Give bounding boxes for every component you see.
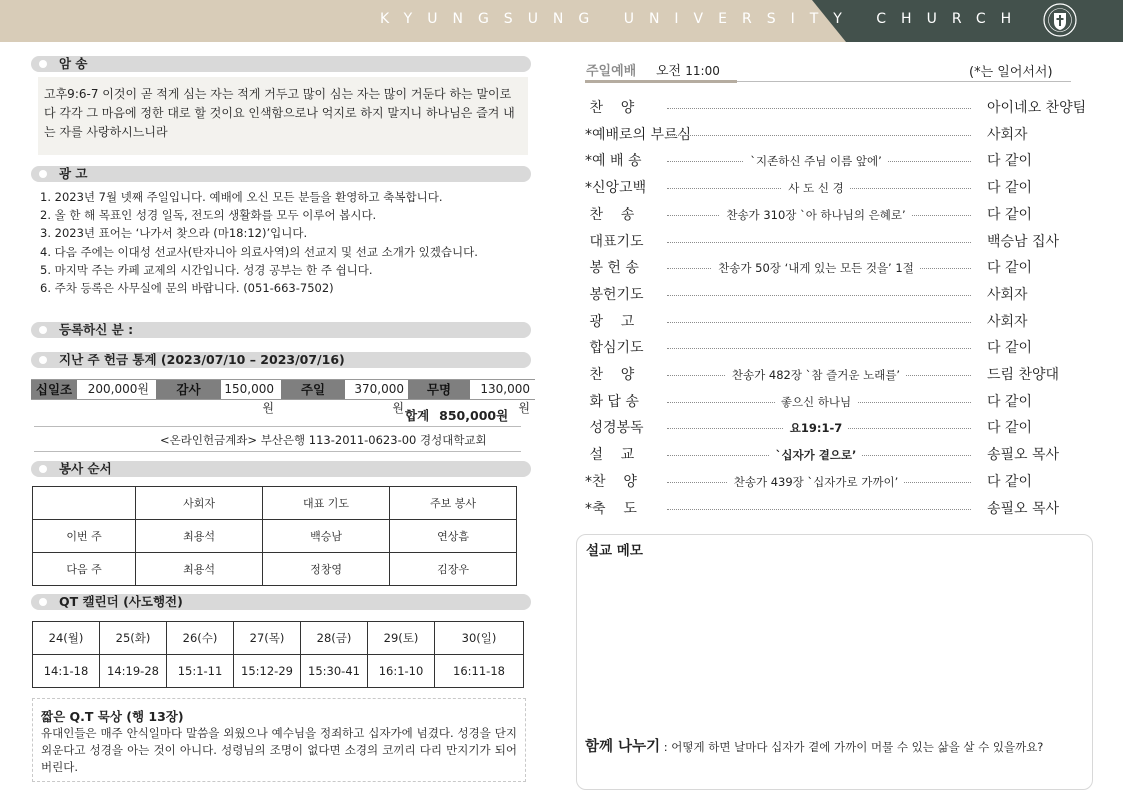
worship-leader: 사회자 [987, 127, 1028, 143]
share-text: : 어떻게 하면 날마다 십자가 곁에 가까이 머물 수 있는 삶을 살 수 있을까요? [660, 740, 1044, 754]
qt-meditation-text: 유대인들은 매주 안식일마다 말씀을 외웠으나 예수님을 정죄하고 십자가에 넘겼다. 성경을 단지 외운다고 성경을 아는 것이 아니다. 성령님의 조명이 없다면 소경의 코끼리 다리 만지기가 되어버린다. [41, 726, 517, 774]
qt-passage: 14:1-18 [33, 655, 100, 688]
qt-passage: 16:1-10 [368, 655, 435, 688]
offering-value: 150,000원 [224, 382, 274, 415]
worship-detail [660, 177, 972, 199]
section-bar-announcements [31, 166, 531, 182]
qt-day: 29(토) [368, 622, 435, 655]
worship-leader: 백승남 집사 [987, 234, 1060, 250]
worship-detail [660, 417, 972, 439]
standing-note: (*는 일어서서) [969, 65, 1053, 80]
leader-dots [667, 135, 971, 136]
worship-leader: 아이네오 찬양팀 [987, 100, 1087, 116]
share-question [585, 739, 1055, 755]
worship-row [585, 97, 1105, 119]
worship-item: 봉헌기도 [585, 287, 644, 303]
bullet-dot-icon [39, 170, 47, 178]
section-label: 광 고 [59, 166, 88, 181]
qt-passage: 15:30-41 [301, 655, 368, 688]
leader-dots [667, 242, 971, 243]
table-header-cell: 대표 기도 [263, 487, 390, 520]
table-header-cell: 주보 봉사 [390, 487, 517, 520]
worship-leader: 다 같이 [987, 207, 1033, 223]
table-header-cell: 사회자 [136, 487, 263, 520]
worship-leader: 다 같이 [987, 420, 1033, 436]
offering-key: 무명 [408, 380, 470, 399]
divider [34, 426, 521, 427]
sermon-memo-title: 설교 메모 [586, 543, 643, 559]
worship-leader: 사회자 [987, 287, 1028, 303]
worship-item: *신앙고백 [585, 180, 647, 196]
worship-detail [660, 391, 972, 413]
worship-row [585, 204, 1105, 226]
worship-row [585, 177, 1105, 199]
section-bar-offering [31, 352, 531, 368]
worship-item: 봉 헌 송 [585, 260, 639, 276]
table-row [33, 553, 517, 586]
qt-passage: 15:1-11 [167, 655, 234, 688]
offering-value: 200,000원 [87, 382, 149, 396]
qt-day: 25(화) [100, 622, 167, 655]
announcement-item: 4. 다음 주에는 이대성 선교사(탄자니아 의료사역)의 선교지 및 선교 소개가 있겠습니다. [40, 244, 478, 259]
section-label: 지난 주 헌금 통계 (2023/07/10 – 2023/07/16) [59, 352, 345, 367]
qt-passage: 14:19-28 [100, 655, 167, 688]
worship-detail-text: 찬송가 50장 ‘내게 있는 모든 것을’ 1절 [712, 261, 920, 275]
worship-detail-text: 사 도 신 경 [782, 181, 849, 195]
table-cell: 연상흠 [390, 520, 517, 553]
worship-item: 화 답 송 [585, 394, 639, 410]
worship-leader: 드림 찬양대 [987, 367, 1060, 383]
worship-row [585, 471, 1105, 493]
offering-value: 130,000원 [480, 382, 530, 415]
offering-value: 370,000원 [354, 382, 404, 415]
worship-leader: 사회자 [987, 314, 1028, 330]
announcement-item: 1. 2023년 7월 넷째 주일입니다. 예배에 오신 모든 분들을 환영하고 축복합니다. [40, 190, 443, 204]
worship-detail-text: `지존하신 주님 이름 앞에’ [744, 154, 887, 168]
leader-dots [667, 348, 971, 349]
worship-row [585, 257, 1105, 279]
online-offering-account: <온라인헌금계좌> 부산은행 113-2011-0623-00 경성대학교회 [160, 433, 487, 447]
worship-leader: 다 같이 [987, 394, 1033, 410]
table-header-row [33, 622, 524, 655]
worship-detail-text: 찬송가 439장 `십자가로 가까이’ [728, 475, 905, 489]
worship-detail [660, 204, 972, 226]
worship-item: *찬 양 [585, 474, 637, 490]
table-row [33, 520, 517, 553]
worship-row [585, 417, 1105, 439]
announcement-list [40, 188, 510, 297]
table-header-cell [33, 487, 136, 520]
section-label: QT 캘린더 (사도행전) [59, 594, 183, 609]
worship-item: 성경봉독 [585, 420, 644, 436]
qt-meditation-title: 짧은 Q.T 묵상 (행 13장) [41, 709, 184, 724]
offering-key: 십일조 [31, 380, 77, 399]
worship-time-prefix: 오전 [656, 64, 682, 79]
worship-row [585, 444, 1105, 466]
worship-row [585, 124, 1105, 146]
worship-detail [660, 444, 972, 466]
worship-row [585, 311, 1105, 333]
worship-leader: 송필오 목사 [987, 501, 1060, 517]
church-title: KYUNGSUNG UNIVERSITY CHURCH [380, 11, 1027, 27]
worship-detail [660, 471, 972, 493]
table-cell: 정창영 [263, 553, 390, 586]
church-seal-icon [1042, 2, 1078, 38]
worship-detail-text: 찬송가 310장 `아 하나님의 은혜로’ [720, 208, 911, 222]
worship-leader: 다 같이 [987, 153, 1033, 169]
worship-item: 찬 송 [585, 207, 635, 223]
offering-key: 감사 [156, 380, 221, 399]
memory-verse-box [38, 77, 528, 155]
table-cell: 다음 주 [33, 553, 136, 586]
bullet-dot-icon [39, 598, 47, 606]
worship-item: 합심기도 [585, 340, 644, 356]
worship-row [585, 337, 1105, 359]
worship-item: *축 도 [585, 501, 637, 517]
qt-day: 28(금) [301, 622, 368, 655]
qt-passage: 16:11-18 [435, 655, 524, 688]
leader-dots [667, 509, 971, 510]
table-cell: 백승남 [263, 520, 390, 553]
section-bar-memory [31, 56, 531, 72]
worship-row [585, 231, 1105, 253]
worship-detail [660, 257, 972, 279]
bullet-dot-icon [39, 356, 47, 364]
worship-detail [660, 150, 972, 172]
worship-item: 찬 양 [585, 367, 635, 383]
worship-detail [660, 364, 972, 386]
section-bar-registered [31, 322, 531, 338]
qt-day: 24(월) [33, 622, 100, 655]
bullet-dot-icon [39, 465, 47, 473]
offering-total [405, 406, 508, 424]
worship-time [656, 60, 720, 79]
table-cell: 이번 주 [33, 520, 136, 553]
total-label: 합계 [405, 408, 430, 423]
worship-leader: 다 같이 [987, 180, 1033, 196]
worship-item: 설 교 [585, 447, 635, 463]
worship-item: *예 배 송 [585, 153, 642, 169]
divider-accent [585, 80, 737, 83]
worship-detail-text: 요19:1-7 [784, 421, 849, 435]
worship-leader: 다 같이 [987, 260, 1033, 276]
offering-key: 주일 [281, 380, 345, 399]
table-cell: 최용석 [136, 553, 263, 586]
qt-passage: 15:12-29 [234, 655, 301, 688]
announcement-item: 2. 올 한 해 목표인 성경 일독, 전도의 생활화를 모두 이루어 봅시다. [40, 208, 377, 223]
qt-calendar-table [32, 621, 524, 688]
table-cell: 김장우 [390, 553, 517, 586]
serving-table [32, 486, 517, 586]
sermon-memo-box[interactable] [576, 534, 1093, 790]
total-value: 850,000원 [439, 408, 509, 423]
worship-item: *예배로의 부르심 [585, 127, 692, 143]
worship-item: 대표기도 [585, 234, 644, 250]
table-header-row [33, 487, 517, 520]
worship-leader: 다 같이 [987, 474, 1033, 490]
qt-meditation-box [32, 698, 526, 782]
worship-time-value: 11:00 [685, 64, 720, 78]
bullet-dot-icon [39, 326, 47, 334]
announcement-item: 6. 주차 등록은 사무실에 문의 바랍니다. (051-663-7502) [40, 281, 334, 296]
worship-detail-text: `십자가 곁으로’ [770, 448, 863, 462]
divider [34, 451, 521, 452]
qt-day: 27(목) [234, 622, 301, 655]
qt-day: 30(일) [435, 622, 524, 655]
worship-row [585, 498, 1105, 520]
worship-row [585, 364, 1105, 386]
section-bar-qt [31, 594, 531, 610]
qt-day: 26(수) [167, 622, 234, 655]
worship-detail-text: 좋으신 하나님 [775, 395, 857, 409]
worship-leader: 송필오 목사 [987, 447, 1060, 463]
worship-row [585, 150, 1105, 172]
worship-leader: 다 같이 [987, 340, 1033, 356]
worship-label: 주일예배 [586, 64, 637, 79]
worship-detail-text: 찬송가 482장 `참 즐거운 노래를’ [726, 368, 906, 382]
table-cell: 최용석 [136, 520, 263, 553]
leader-dots [667, 295, 971, 296]
leader-dots [667, 322, 971, 323]
offering-stats-table [31, 379, 535, 415]
header-band [0, 0, 1123, 42]
section-bar-serving [31, 461, 531, 477]
worship-row [585, 284, 1105, 306]
share-label: 함께 나누기 [585, 739, 661, 755]
worship-item: 광 고 [585, 314, 635, 330]
announcement-item: 5. 마지막 주는 카페 교제의 시간입니다. 성경 공부는 한 주 쉽니다. [40, 262, 373, 277]
worship-item: 찬 양 [585, 100, 635, 116]
leader-dots [667, 108, 971, 109]
memory-verse-text: 고후9:6-7 이것이 곧 적게 심는 자는 적게 거두고 많이 심는 자는 많이 거둔다 하는 말이로다 각각 그 마음에 정한 대로 할 것이요 인색함으로나 억지로 하지 말지니 하나님은 즐겨 내는 자를 사랑하시느니라 [44, 87, 515, 139]
section-label: 등록하신 분 : [59, 322, 134, 337]
section-label: 봉사 순서 [59, 461, 112, 476]
announcement-item: 3. 2023년 표어는 ‘나가서 찾으라 (마18:12)’입니다. [40, 226, 308, 241]
worship-row [585, 391, 1105, 413]
bullet-dot-icon [39, 60, 47, 68]
table-row [33, 655, 524, 688]
section-label: 암 송 [59, 56, 88, 71]
